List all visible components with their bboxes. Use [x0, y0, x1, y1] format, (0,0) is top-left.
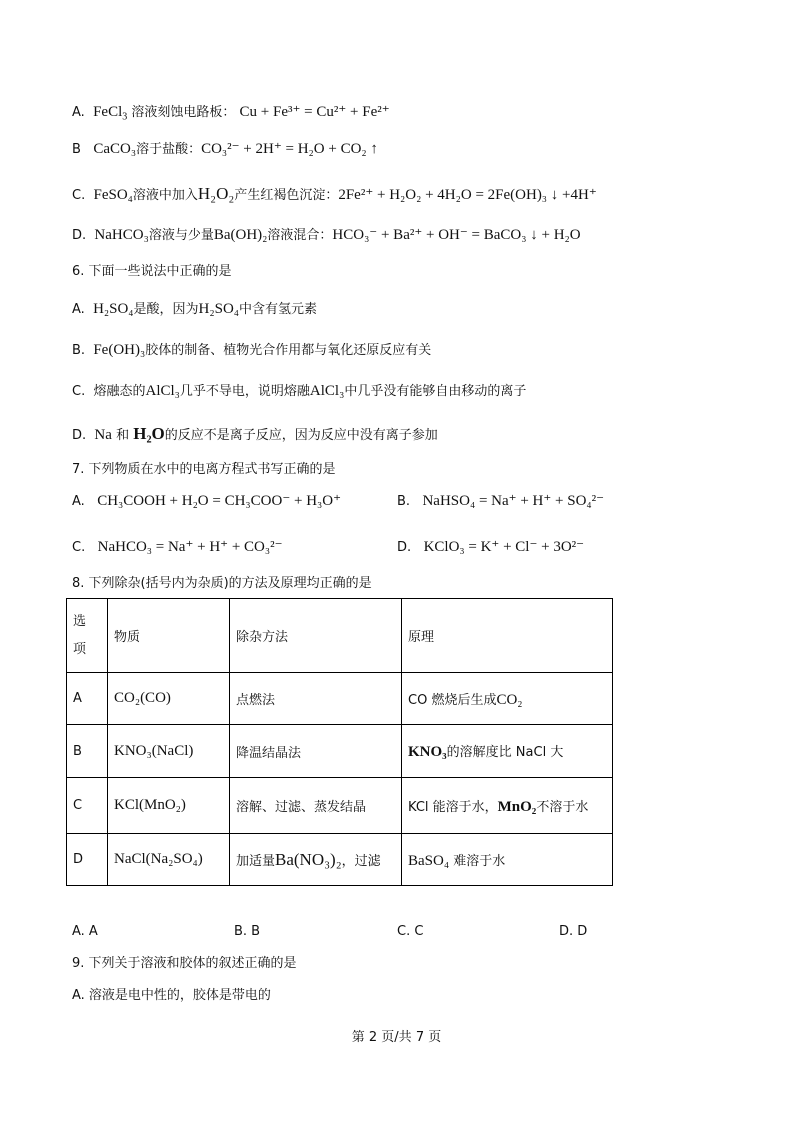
equation: 2Fe²⁺ + H₂O₂ + 4H₂O = 2Fe(OH)₃ ↓ +4H⁺	[338, 187, 597, 203]
q7-option-b	[397, 492, 604, 511]
cell-option: C	[67, 778, 108, 834]
q5-option-a	[72, 103, 390, 127]
cell-substance: NaCl(Na₂SO₄)	[108, 834, 230, 886]
cell-method: 溶解、过滤、蒸发结晶	[230, 778, 402, 834]
option-text: 和	[116, 428, 130, 443]
option-label: A.	[72, 302, 85, 317]
option-label: A.	[72, 105, 85, 120]
formula-alcl3: AlCl₃	[145, 383, 180, 399]
q5-option-d	[72, 226, 581, 245]
cell-option: D	[67, 834, 108, 886]
q8-answer-d: D. D	[559, 924, 588, 939]
page-footer: 第 2 页/共 7 页	[351, 1030, 442, 1045]
q8-answer-a: A. A	[72, 924, 98, 939]
formula-na: Na	[94, 427, 112, 443]
option-text: 胶体的制备、植物光合作用都与氧化还原反应有关	[145, 343, 432, 358]
q7-option-a	[72, 492, 341, 511]
q6-option-a	[72, 300, 317, 319]
table-header-row	[67, 599, 613, 673]
formula-fecl3: FeCl	[93, 104, 123, 120]
cell-option: A	[67, 673, 108, 725]
equation: CH₃COOH + H₂O = CH₃COO⁻ + H₃O⁺	[97, 493, 342, 509]
cell-principle: KCl 能溶于水，MnO₂不溶于水	[402, 778, 613, 834]
option-text: 是酸，因为	[133, 302, 199, 317]
option-label: A.	[72, 494, 85, 509]
cell-method: 降温结晶法	[230, 725, 402, 778]
cell-principle: KNO₃的溶解度比 NaCl 大	[402, 725, 613, 778]
table-row	[67, 778, 613, 834]
q8-stem: 8. 下列除杂(括号内为杂质)的方法及原理均正确的是	[72, 576, 372, 591]
q9-option-a: A. 溶液是电中性的，胶体是带电的	[72, 988, 271, 1003]
option-text: 溶液中加入	[132, 188, 198, 203]
q8-answer-b: B. B	[234, 924, 261, 939]
equation: Cu + Fe³⁺ = Cu²⁺ + Fe²⁺	[239, 104, 390, 120]
cell-method: 点燃法	[230, 673, 402, 725]
cell-principle: BaSO₄ 难溶于水	[402, 834, 613, 886]
formula-h2so4: H₂SO₄	[198, 301, 240, 317]
table-row	[67, 834, 613, 886]
table-row	[67, 673, 613, 725]
option-label: D.	[397, 540, 412, 555]
q6-stem: 6. 下面一些说法中正确的是	[72, 264, 232, 279]
option-text: 溶于盐酸：	[136, 142, 202, 157]
q6-option-c	[72, 382, 526, 401]
q6-option-d	[72, 425, 438, 445]
option-text: 溶液混合：	[267, 228, 333, 243]
formula-baoh2: Ba(OH)₂	[213, 227, 268, 243]
subscript: 3	[122, 111, 128, 123]
option-text: 熔融态的	[93, 384, 146, 399]
equation: KClO₃ = K⁺ + Cl⁻ + 3O²⁻	[423, 539, 585, 555]
q8-table	[66, 598, 613, 886]
header-substance: 物质	[108, 599, 230, 673]
option-text: 几乎不导电，说明熔融	[179, 384, 310, 399]
q7-option-c	[72, 538, 283, 557]
header-option: 选 项	[67, 599, 108, 673]
formula-h2o2: H₂O₂	[197, 184, 235, 203]
equation: NaHSO₄ = Na⁺ + H⁺ + SO₄²⁻	[422, 493, 605, 509]
option-text: 中含有氢元素	[239, 302, 318, 317]
q8-answer-c: C. C	[397, 924, 424, 939]
cell-principle: CO 燃烧后生成CO₂	[402, 673, 613, 725]
formula-h2so4: H₂SO₄	[93, 301, 134, 317]
equation: CO₃²⁻ + 2H⁺ = H₂O + CO₂ ↑	[201, 141, 378, 157]
header-principle: 原理	[402, 599, 613, 673]
formula-caco3: CaCO₃	[93, 141, 137, 157]
formula-feoh3: Fe(OH)₃	[93, 342, 146, 358]
option-label: D.	[72, 228, 87, 243]
cell-substance: KNO₃(NaCl)	[108, 725, 230, 778]
q9-stem: 9. 下列关于溶液和胶体的叙述正确的是	[72, 956, 297, 971]
cell-substance: CO₂(CO)	[108, 673, 230, 725]
q5-option-b	[72, 140, 378, 159]
option-text: 的反应不是离子反应，因为反应中没有离子参加	[164, 428, 438, 443]
equation: NaHCO₃ = Na⁺ + H⁺ + CO₃²⁻	[97, 539, 283, 555]
header-method: 除杂方法	[230, 599, 402, 673]
q6-option-b	[72, 341, 431, 360]
cell-option: B	[67, 725, 108, 778]
option-label: C.	[72, 540, 86, 555]
formula-nahco3: NaHCO₃	[94, 227, 149, 243]
q5-option-c	[72, 185, 597, 205]
cell-substance: KCl(MnO₂)	[108, 778, 230, 834]
option-label: B.	[72, 343, 86, 358]
option-text: 溶液与少量	[148, 228, 214, 243]
option-text: 产生红褐色沉淀：	[234, 188, 339, 203]
option-label: B	[72, 142, 81, 157]
option-text: 中几乎没有能够自由移动的离子	[344, 384, 527, 399]
formula-h2o: H₂O	[133, 424, 165, 443]
option-label: D.	[72, 428, 87, 443]
q7-stem: 7. 下列物质在水中的电离方程式书写正确的是	[72, 462, 336, 477]
option-label: B.	[397, 494, 411, 509]
table-row	[67, 725, 613, 778]
equation: HCO₃⁻ + Ba²⁺ + OH⁻ = BaCO₃ ↓ + H₂O	[332, 227, 581, 243]
option-label: C.	[72, 188, 86, 203]
q7-option-d	[397, 538, 584, 557]
option-text: 溶液刻蚀电路板：	[131, 105, 236, 120]
cell-method: 加适量Ba(NO₃)₂，过滤	[230, 834, 402, 886]
formula-alcl3: AlCl₃	[309, 383, 345, 399]
option-label: C.	[72, 384, 86, 399]
formula-feso4: FeSO₄	[93, 187, 133, 203]
